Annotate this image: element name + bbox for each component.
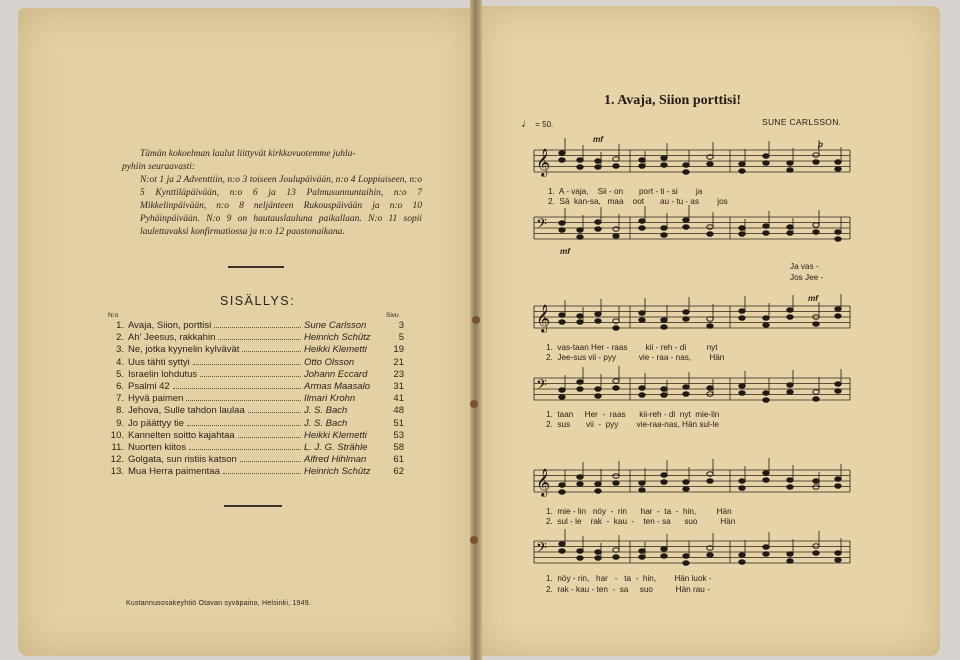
note-head [763, 471, 769, 476]
note-head [835, 167, 841, 172]
leader-dots [193, 363, 301, 365]
note-head [559, 549, 565, 554]
leader-dots [218, 338, 301, 340]
note-head [559, 221, 565, 226]
contents-page: 58 [393, 441, 404, 453]
note-head [787, 161, 793, 166]
leader-dots [200, 375, 301, 377]
contents-row [108, 357, 404, 369]
note-head [813, 397, 819, 402]
note-head [835, 382, 841, 387]
contents-row [108, 430, 404, 442]
note-head [577, 482, 583, 487]
staple-icon [472, 316, 480, 324]
note-head [763, 161, 769, 166]
contents-author: Armas Maasalo [304, 380, 370, 392]
note-head [559, 542, 565, 547]
note-head [707, 386, 713, 391]
contents-num: 4. [116, 356, 124, 368]
lyric-line: 2. Sä kan-sa, maa oot au - tu - as jos [548, 197, 728, 206]
note-head [639, 226, 645, 231]
note-head [763, 231, 769, 236]
note-head [577, 556, 583, 561]
contents-song-title: Psalmi 42 [128, 380, 170, 392]
contents-song-title: Kannelten soitto kajahtaa [128, 429, 235, 441]
note-head [813, 153, 819, 158]
contents-row [108, 320, 404, 332]
leader-dots [248, 411, 301, 413]
note-head [787, 552, 793, 557]
note-head [763, 545, 769, 550]
contents-num: 7. [116, 393, 124, 405]
contents-song-title: Ah' Jeesus, rakkahin [128, 332, 216, 344]
note-head [577, 158, 583, 163]
contents-row [108, 454, 404, 466]
note-head [739, 316, 745, 321]
note-head [835, 160, 841, 165]
contents-author: J. S. Bach [304, 405, 348, 417]
contents-num: 13. [110, 466, 124, 478]
note-head [639, 158, 645, 163]
note-head [835, 551, 841, 556]
note-head [813, 479, 819, 484]
note-head [559, 158, 565, 163]
note-head [787, 478, 793, 483]
note-head [763, 316, 769, 321]
note-head [813, 230, 819, 235]
note-head [661, 480, 667, 485]
note-head [639, 393, 645, 398]
dynamic-mark: mf [808, 294, 819, 303]
contents-row [108, 332, 404, 344]
note-head [683, 487, 689, 492]
note-head [683, 170, 689, 175]
note-head [639, 219, 645, 224]
lyric-line: Jos Jee - [790, 273, 824, 282]
note-head [835, 307, 841, 312]
contents-song-title: Avaja, Siion, porttisi [128, 320, 212, 331]
note-head [787, 168, 793, 173]
lyric-line: Ja vas - [790, 262, 819, 271]
note-head [613, 227, 619, 232]
note-head [661, 318, 667, 323]
note-head [595, 394, 601, 399]
leader-dots [187, 424, 301, 426]
contents-num: 10. [110, 429, 124, 441]
leader-dots [186, 399, 301, 401]
note-head [577, 387, 583, 392]
note-head [595, 159, 601, 164]
dynamic-mark: mf [593, 135, 604, 144]
note-head [577, 228, 583, 233]
composer-name: SUNE CARLSSON. [762, 117, 842, 127]
contents-page: 62 [393, 466, 404, 478]
treble-clef-icon: 𝄞 [536, 470, 551, 496]
contents-page: 31 [393, 380, 404, 392]
contents-song-title: Golgata, sun ristiis katson [128, 454, 237, 466]
note-head [613, 379, 619, 384]
lyric-line: 1. mie - lin nöy - rin har - ta - hin, Hän [546, 507, 732, 516]
contents-author: Sune Carlsson [304, 320, 367, 331]
contents-page: 5 [398, 332, 404, 344]
note-head [813, 160, 819, 165]
lyric-line: 1. nöy - rin, har - ta - hin, Hän luok - [546, 574, 712, 583]
note-head [813, 544, 819, 549]
note-head [763, 398, 769, 403]
note-head [787, 383, 793, 388]
note-head [639, 311, 645, 316]
note-head [595, 227, 601, 232]
note-head [661, 387, 667, 392]
bass-clef-icon: 𝄢 [536, 377, 547, 396]
lyric-line: 1. vas-taan Her - raas kii - reh - di nyt [546, 343, 718, 352]
note-head [763, 552, 769, 557]
contents-row [108, 393, 404, 405]
note-head [787, 390, 793, 395]
note-head [559, 228, 565, 233]
contents-author: Johann Eccard [304, 368, 368, 380]
note-head [577, 235, 583, 240]
leader-dots [240, 460, 301, 462]
note-head [613, 234, 619, 239]
note-head [707, 162, 713, 167]
note-head [835, 314, 841, 319]
note-head [613, 481, 619, 486]
note-head [661, 547, 667, 552]
contents-song-title: Jehova, Sulle tahdon laulaa [128, 405, 245, 417]
note-head [683, 163, 689, 168]
leader-dots [173, 387, 301, 389]
note-head [835, 484, 841, 489]
note-head [661, 473, 667, 478]
contents-num: 5. [116, 368, 124, 380]
note-head [613, 164, 619, 169]
contents-author: J. S. Bach [304, 417, 348, 429]
note-head [739, 226, 745, 231]
note-head [639, 549, 645, 554]
note-head [559, 490, 565, 495]
leader-dots [189, 448, 301, 450]
contents-num: 3. [116, 344, 124, 356]
note-head [577, 549, 583, 554]
note-head [595, 312, 601, 317]
contents-row [108, 405, 404, 417]
leader-dots [214, 326, 301, 328]
note-head [813, 551, 819, 556]
contents-row [108, 442, 404, 454]
note-head [683, 385, 689, 390]
note-head [661, 226, 667, 231]
contents-page: 3 [398, 320, 404, 331]
note-head [707, 324, 713, 329]
note-head [813, 322, 819, 327]
note-head [559, 388, 565, 393]
contents-num: 12. [110, 454, 124, 466]
contents-song-title: Ne, jotka kyynelin kylvävät [128, 344, 240, 356]
note-head [813, 485, 819, 490]
dynamic-mark: p [818, 140, 824, 149]
note-head [739, 479, 745, 484]
contents-num: 2. [116, 332, 124, 344]
note-head [787, 559, 793, 564]
note-head [639, 555, 645, 560]
treble-clef-icon: 𝄞 [536, 150, 551, 176]
note-head [707, 479, 713, 484]
contents-page-header: Sivu [386, 312, 399, 319]
bass-clef-icon: 𝄢 [536, 540, 547, 559]
note-head [739, 560, 745, 565]
note-head [577, 165, 583, 170]
contents-row [108, 466, 404, 478]
note-head [639, 488, 645, 493]
note-head [661, 233, 667, 238]
note-head [595, 550, 601, 555]
bass-clef-icon: 𝄢 [536, 216, 547, 235]
contents-num-header: N:o [108, 312, 119, 319]
lyric-line: 1. taan Her - raas kii-reh - di nyt mie-lin [546, 410, 720, 419]
staple-icon [470, 536, 478, 544]
intro-line-2: pyhiin seuraavasti: [122, 162, 196, 172]
dynamic-mark: mf [560, 247, 571, 256]
contents-page: 41 [393, 393, 404, 405]
contents-song-title: Hyvä paimen [128, 393, 184, 405]
contents-num: 11. [111, 441, 124, 453]
note-head [639, 318, 645, 323]
note-head [707, 225, 713, 230]
intro-paragraph [122, 148, 422, 239]
note-head [763, 323, 769, 328]
note-head [577, 320, 583, 325]
contents-author: Otto Olsson [304, 356, 355, 368]
contents-page: 48 [393, 405, 404, 417]
note-head [739, 232, 745, 237]
contents-row [108, 369, 404, 381]
contents-page: 21 [393, 356, 404, 368]
contents-page: 51 [393, 417, 404, 429]
note-head [683, 554, 689, 559]
note-head [739, 309, 745, 314]
staple-icon [470, 400, 478, 408]
contents-page: 61 [393, 454, 404, 466]
note-head [835, 558, 841, 563]
song-title: 1. Avaja, Siion porttisi! [604, 93, 742, 108]
note-head [763, 224, 769, 229]
note-head [595, 482, 601, 487]
note-head [559, 483, 565, 488]
divider-rule [228, 266, 284, 268]
lyric-line: 2. sus vii - pyy vie-raa-nas, Hän sul-le [546, 420, 719, 429]
note-head [595, 556, 601, 561]
note-head [559, 395, 565, 400]
note-head [787, 315, 793, 320]
note-head [835, 237, 841, 242]
note-head [739, 384, 745, 389]
treble-clef-icon: 𝄞 [536, 306, 551, 332]
note-head [739, 391, 745, 396]
contents-author: Heinrich Schütz [304, 466, 371, 478]
publisher-imprint: Kustannusosakeyhtiö Otavan syväpaino, Helsinki, 1949. [126, 600, 311, 607]
note-head [577, 380, 583, 385]
contents-song-title: Israelin lohdutus [128, 368, 198, 380]
contents-row [108, 418, 404, 430]
note-head [613, 474, 619, 479]
note-head [683, 310, 689, 315]
note-head [595, 220, 601, 225]
contents-num: 1. [116, 320, 124, 331]
contents-author: Heinrich Schütz [304, 332, 371, 344]
note-head [661, 156, 667, 161]
note-head [639, 481, 645, 486]
note-head [763, 478, 769, 483]
note-head [787, 485, 793, 490]
leader-dots [238, 436, 301, 438]
note-head [577, 475, 583, 480]
contents-num: 8. [116, 405, 124, 417]
note-head [559, 151, 565, 156]
note-head [661, 393, 667, 398]
leader-dots [223, 472, 301, 474]
note-head [683, 225, 689, 230]
note-head [739, 169, 745, 174]
note-head [559, 320, 565, 325]
note-head [683, 218, 689, 223]
contents-page: 53 [393, 429, 404, 441]
note-head [707, 392, 713, 397]
note-head [683, 480, 689, 485]
lyric-line: 2. Jee-sus vii - pyy vie - raa - nas, Hän [546, 353, 725, 362]
intro-body: N:ot 1 ja 2 Adventtiin, n:o 3 toiseen Joulupäivään, n:o 4 Loppiaiseen, n:o 5 Kynttiläpäivään, n:o 6 ja 13 Palmusunnuntaihin, n:o 7 Mikkelinpäivään, n:o 8 neljänteen Rukouspäivään ja n:o 10 Pyhäinpäivään. N:o 9 on hautauslauluna paikallaan. N:o 11 sopii laulettavaksi konfirmatiossa ja n:o 12 paastonaikana. [140, 175, 422, 237]
contents-row [108, 381, 404, 393]
contents-song-title: Mua Herra paimentaa [128, 466, 220, 478]
note-head [595, 165, 601, 170]
note-head [787, 308, 793, 313]
contents-song-title: Jo päättyy tie [128, 417, 184, 429]
contents-num: 9. [116, 417, 124, 429]
note-head [835, 230, 841, 235]
lyric-line: 1. A - vaja, Sii - on port - ti - si ja [548, 187, 703, 196]
contents-author: Heikki Klemetti [304, 344, 367, 356]
note-head [787, 231, 793, 236]
note-head [613, 555, 619, 560]
note-head [835, 389, 841, 394]
note-head [707, 232, 713, 237]
note-head [763, 154, 769, 159]
leader-dots [242, 350, 301, 352]
note-head [613, 326, 619, 331]
divider-rule [224, 505, 282, 507]
note-head [813, 223, 819, 228]
note-head [595, 319, 601, 324]
note-head [661, 163, 667, 168]
contents-author: Ilmari Krohn [304, 393, 356, 405]
note-head [835, 477, 841, 482]
note-head [739, 162, 745, 167]
contents-song-title: Uus tähti syttyi [128, 356, 190, 368]
contents-list [108, 320, 404, 478]
note-head [739, 553, 745, 558]
note-head [639, 164, 645, 169]
note-head [559, 313, 565, 318]
contents-row [108, 344, 404, 356]
note-head [661, 325, 667, 330]
note-head [707, 553, 713, 558]
contents-author: L. J. G. Strähle [304, 441, 368, 453]
note-head [739, 486, 745, 491]
contents-num: 6. [116, 380, 124, 392]
note-head [763, 391, 769, 396]
note-head [683, 317, 689, 322]
note-head [787, 225, 793, 230]
note-head [683, 561, 689, 566]
book-spine [470, 0, 482, 660]
intro-line-1: Tämän kokoelman laulut liittyvät kirkkovuotemme juhla- [140, 149, 356, 159]
half-note-icon: ♩ [521, 116, 533, 130]
note-head [813, 390, 819, 395]
contents-song-title: Nuorten kiitos [128, 441, 187, 453]
contents-author: Heikki Klemetti [304, 429, 367, 441]
tempo-value: = 50. [535, 120, 554, 129]
contents-author: Alfred Hihlman [304, 454, 367, 466]
note-head [683, 392, 689, 397]
contents-title: SISÄLLYS: [220, 294, 296, 308]
note-head [639, 386, 645, 391]
note-head [613, 386, 619, 391]
lyric-line: 2. rak - kau - ten - sa suo Hän rau - [546, 585, 710, 594]
note-head [595, 387, 601, 392]
note-head [577, 314, 583, 319]
lyric-line: 2. sul - le rak - kau - ten - sa suo Hän [546, 517, 736, 526]
contents-page: 23 [393, 368, 404, 380]
note-head [595, 489, 601, 494]
note-head [661, 554, 667, 559]
contents-page: 19 [393, 344, 404, 356]
